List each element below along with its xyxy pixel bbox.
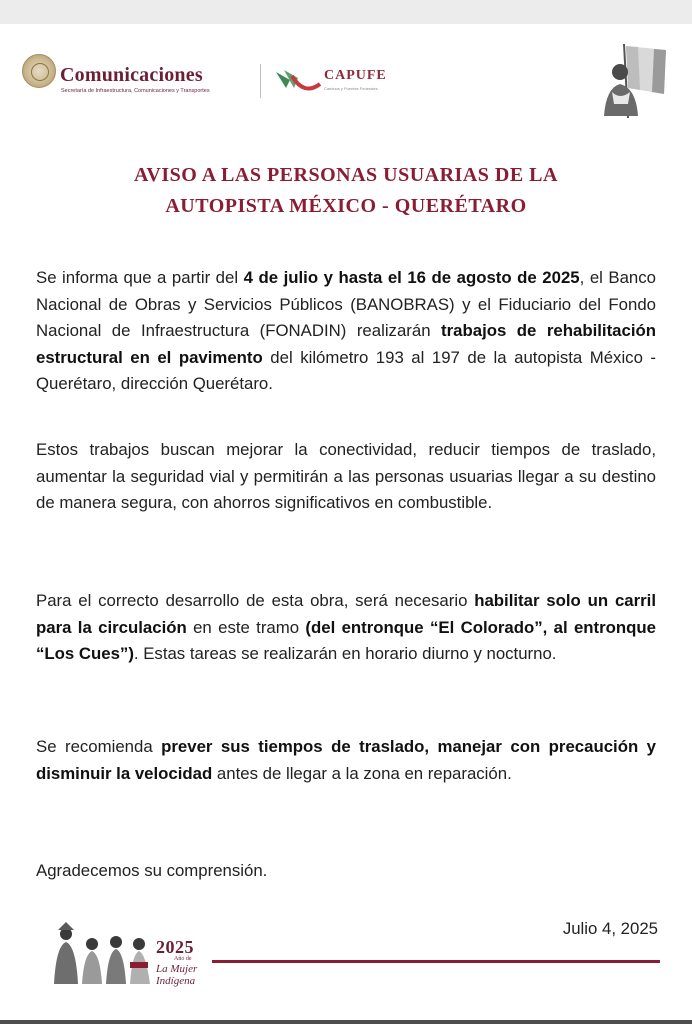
title-line-2: AUTOPISTA MÉXICO - QUERÉTARO — [165, 195, 527, 217]
year-number: 2025 — [156, 937, 194, 957]
text-segment: del kilómetro 193 al 197 de la autopista México - Querétaro, dirección Querétaro. — [36, 347, 656, 393]
paragraph-recommendation — [36, 734, 656, 787]
highlight-section: (del entronque “El Colorado”, al entronque “Los Cues”) — [36, 617, 657, 663]
paragraph-schedule — [36, 265, 656, 398]
paragraph-benefits — [36, 437, 656, 517]
highlight-recommendation: prever sus tiempos de traslado, manejar con precaución y disminuir la velocidad — [36, 737, 656, 783]
text-segment: Se recomienda — [36, 737, 162, 756]
title-line-1: AVISO A LAS PERSONAS USUARIAS DE LA — [134, 164, 558, 186]
footer-rule — [212, 960, 660, 963]
highlight-single-lane: habilitar solo un carril para la circulación — [36, 591, 656, 637]
text-segment: . Estas tareas se realizarán en horario diurno y nocturno. — [133, 644, 557, 663]
notice-date: Julio 4, 2025 — [562, 919, 658, 938]
org-subtitle: Secretaría de Infraestructura, Comunicaciones y Transportes — [61, 88, 210, 94]
year-name-line-2: Indígena — [156, 975, 196, 987]
paragraph-lane-closure — [36, 588, 656, 668]
national-seal-icon — [22, 54, 56, 88]
logo-divider — [260, 64, 261, 98]
year-name-line-1: La Mujer — [156, 963, 198, 975]
partner-name: CAPUFE — [324, 68, 387, 83]
text-segment: , el Banco Nacional de Obras y Servicios Públicos (BANOBRAS) y el Fiduciario del Fondo Nacional de Infraestructura (FONADIN) realizarán — [36, 268, 656, 340]
paragraph-thanks — [36, 858, 656, 885]
text-segment: antes de llegar a la zona en reparación. — [212, 763, 512, 783]
notice-title — [60, 160, 632, 222]
partner-subtitle: Caminos y Puentes Federales — [324, 86, 378, 91]
text-segment: Estos trabajos buscan mejorar la conectividad, reducir tiempos de traslado, aumentar la seguridad vial y permitirán a las personas usuarias llegar a su destino de manera segura, con ahorros significativos en combustible. — [36, 440, 656, 512]
text-segment: Se informa que a partir del — [36, 268, 244, 287]
capufe-emblem-icon — [274, 66, 322, 96]
org-name: Comunicaciones — [60, 64, 203, 86]
indigenous-women-illustration — [50, 920, 154, 984]
bottom-edge — [0, 1020, 692, 1024]
highlight-works: trabajos de rehabilitación estructural en el pavimento — [36, 321, 656, 367]
year-small-text: Año de — [174, 956, 192, 962]
top-bar — [0, 0, 692, 25]
heroine-flag-illustration — [598, 44, 668, 118]
year-logo — [156, 938, 212, 987]
highlight-dates: 4 de julio y hasta el 16 de agosto de 2025 — [243, 268, 580, 287]
text-segment: en este tramo — [186, 617, 306, 637]
text-segment: Para el correcto desarrollo de esta obra, será necesario — [36, 591, 475, 610]
text-segment: Agradecemos su comprensión. — [36, 861, 268, 880]
